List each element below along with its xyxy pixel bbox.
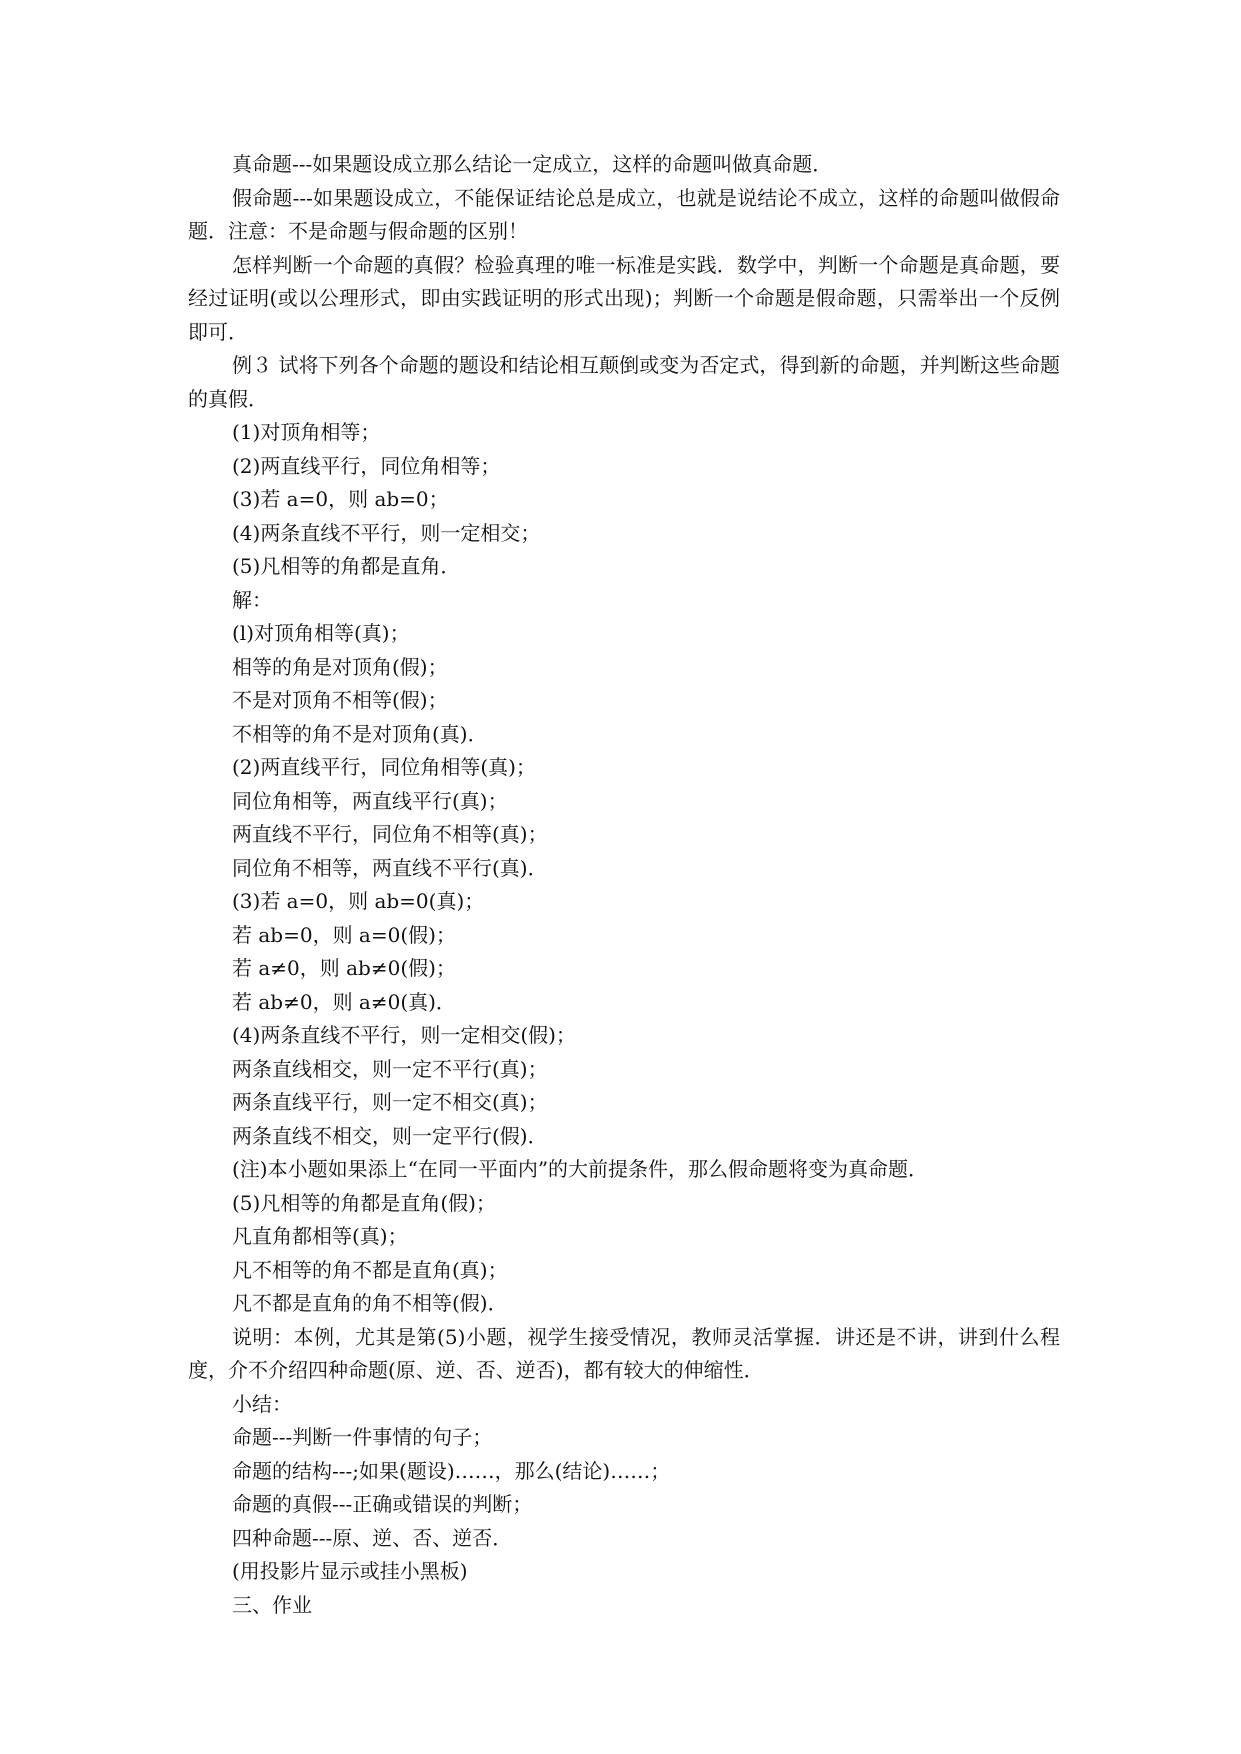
summary-note: (用投影片显示或挂小黑板) bbox=[232, 1559, 468, 1583]
solution-line: 若 ab=0，则 a=0(假)； bbox=[232, 922, 456, 947]
paragraph-example-3: 例３ 试将下列各个命题的题设和结论相互颠倒或变为否定式，得到新的命题，并判断这些命题的真假． bbox=[188, 353, 1060, 411]
list-item-4: (4)两条直线不平行，则一定相交； bbox=[232, 520, 541, 545]
list-item-1: (1)对顶角相等； bbox=[232, 420, 381, 444]
solution-line: 凡不都是直角的角不相等(假)． bbox=[232, 1291, 508, 1315]
solution-line: 同位角相等，两直线平行(真)； bbox=[232, 788, 508, 813]
list-item-5: (5)凡相等的角都是直角． bbox=[232, 554, 461, 578]
solution-line: 相等的角是对顶角(假)； bbox=[232, 654, 448, 679]
solution-line: 凡不相等的角不都是直角(真)； bbox=[232, 1257, 508, 1282]
solution-line: (4)两条直线不平行，则一定相交(假)； bbox=[232, 1023, 576, 1047]
paragraph-how-to-judge: 怎样判断一个命题的真假？检验真理的唯一标准是实践．数学中，判断一个命题是真命题，要经过证明(或以公理形式，即由实践证明的形式出现)；判断一个命题是假命题，只需举出一个反例即可． bbox=[188, 252, 1060, 344]
list-item-3: (3)若 a=0，则 ab=0； bbox=[232, 487, 449, 511]
solution-line: 两直线不平行，同位角不相等(真)； bbox=[232, 822, 548, 846]
section-heading-homework: 三、作业 bbox=[232, 1592, 312, 1617]
solution-line: (3)若 a=0，则 ab=0(真)； bbox=[232, 889, 485, 913]
solution-line: 两条直线不相交，则一定平行(假)． bbox=[232, 1123, 548, 1148]
solution-line: 凡直角都相等(真)； bbox=[232, 1224, 408, 1248]
document-body bbox=[188, 148, 1060, 1622]
solution-line: (5)凡相等的角都是直角(假)； bbox=[232, 1190, 496, 1215]
summary-line: 命题---判断一件事情的句子； bbox=[232, 1425, 493, 1449]
solution-line: 若 a≠0，则 ab≠0(假)； bbox=[232, 956, 456, 980]
paragraph-true-proposition: 真命题---如果题设成立那么结论一定成立，这样的命题叫做真命题． bbox=[232, 152, 833, 176]
summary-line: 命题的真假---正确或错误的判断； bbox=[232, 1492, 533, 1516]
paragraph-explanation: 说明：本例，尤其是第(5)小题，视学生接受情况，教师灵活掌握．讲还是不讲，讲到什么程度，介不介绍四种命题(原、逆、否、逆否)，都有较大的伸缩性． bbox=[188, 1324, 1060, 1382]
summary-line: 命题的结构---;如果(题设)……，那么(结论)……； bbox=[232, 1458, 671, 1483]
solution-line: 两条直线相交，则一定不平行(真)； bbox=[232, 1056, 548, 1081]
solution-note: (注)本小题如果添上“在同一平面内”的大前提条件，那么假命题将变为真命题． bbox=[232, 1157, 929, 1181]
summary-line: 四种命题---原、逆、否、逆否． bbox=[232, 1525, 513, 1550]
solution-line: 不是对顶角不相等(假)； bbox=[232, 688, 448, 712]
solution-line: 不相等的角不是对顶角(真)． bbox=[232, 721, 488, 746]
solution-line: (l)对顶角相等(真)； bbox=[232, 621, 410, 645]
solution-line: 若 ab≠0，则 a≠0(真)． bbox=[232, 989, 456, 1014]
solution-line: 同位角不相等，两直线不平行(真)． bbox=[232, 855, 548, 880]
solution-line: (2)两直线平行，同位角相等(真)； bbox=[232, 755, 536, 779]
summary-heading: 小结： bbox=[232, 1391, 292, 1416]
paragraph-false-proposition: 假命题---如果题设成立，不能保证结论总是成立，也就是说结论不成立，这样的命题叫做假命题．注意：不是命题与假命题的区别！ bbox=[188, 185, 1060, 243]
list-item-2: (2)两直线平行，同位角相等； bbox=[232, 453, 501, 478]
solution-line: 两条直线平行，则一定不相交(真)； bbox=[232, 1090, 548, 1114]
solution-heading: 解： bbox=[232, 587, 272, 612]
